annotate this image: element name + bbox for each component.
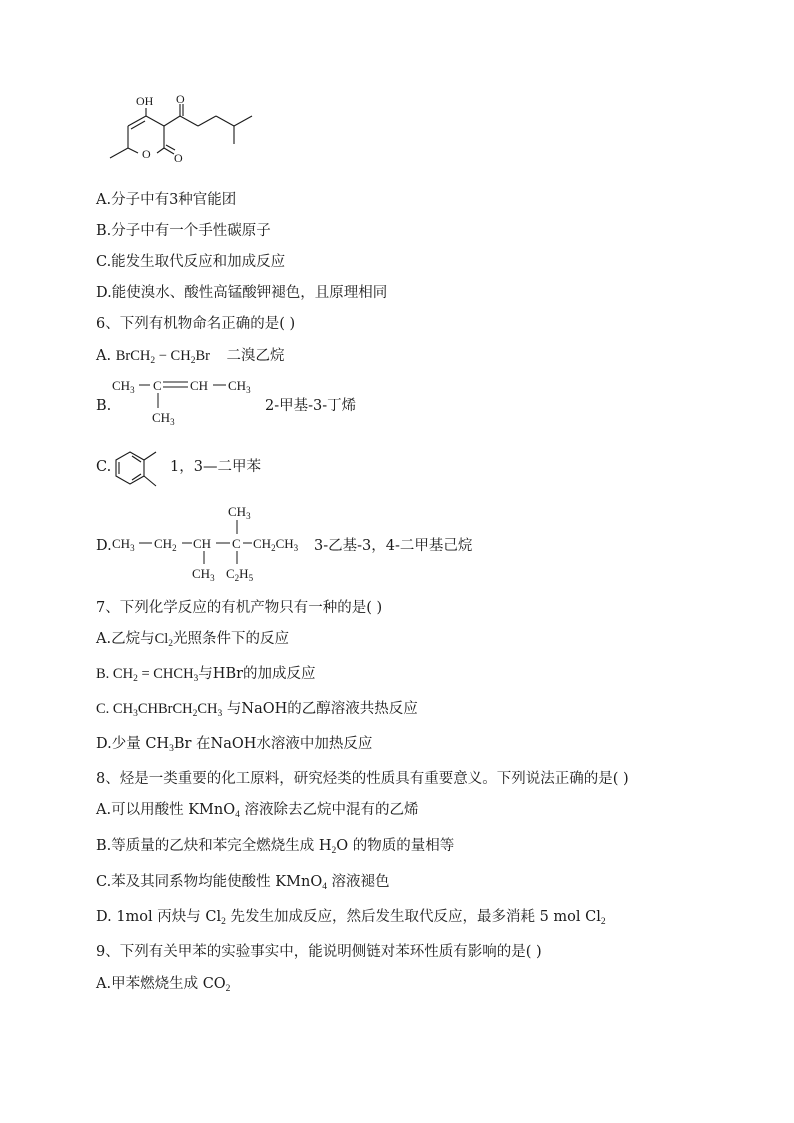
q6-b-structure bbox=[110, 372, 270, 428]
q5-ring-o: O bbox=[142, 147, 151, 161]
q8-option-c: C.苯及其同系物均能使酸性 KMnO$_4$ 溶液褪色 bbox=[96, 874, 390, 892]
q8-option-d: D. 1mol 丙炔与 $Cl_2$ 先发生加成反应，然后发生取代反应，最多消耗 5 mol $Cl_2$ bbox=[96, 909, 606, 927]
q5-ketone-o: O bbox=[176, 92, 185, 106]
q6-a-formula: BrCH$_2$ − $CH_2Br$ bbox=[115, 348, 210, 366]
q6-d-name: 3-乙基-3，4-二甲基己烷 bbox=[314, 538, 473, 554]
svg-text:CH3: $CH_3$ bbox=[228, 504, 251, 521]
q8-option-a: A.可以用酸性 KMnO$_4$ 溶液除去乙烷中混有的乙烯 bbox=[96, 802, 419, 820]
q6-c-benzene-structure bbox=[106, 438, 166, 496]
q7-stem: 7、下列化学反应的有机产物只有一种的是( ) bbox=[96, 600, 383, 616]
q7-option-b: B. $CH_2$ = $CHCH_3$与HBr的加成反应 bbox=[96, 666, 316, 684]
svg-text:CH: CH bbox=[193, 536, 212, 551]
q6-d-label: D. bbox=[96, 538, 112, 554]
q6-c-label: C. bbox=[96, 459, 112, 475]
q5-option-d: D.能使溴水、酸性高锰酸钾褪色，且原理相同 bbox=[96, 285, 388, 301]
q6-b-label: B. bbox=[96, 398, 112, 414]
q5-option-c: C.能发生取代反应和加成反应 bbox=[96, 254, 286, 270]
q6-b-name: 2-甲基-3-丁烯 bbox=[265, 398, 357, 414]
q8-stem: 8、烃是一类重要的化工原料，研究烃类的性质具有重要意义。下列说法正确的是( ) bbox=[96, 771, 629, 787]
q5-option-b: B.分子中有一个手性碳原子 bbox=[96, 223, 271, 239]
q9-stem: 9、下列有关甲苯的实验事实中，能说明侧链对苯环性质有影响的是( ) bbox=[96, 944, 542, 960]
svg-text:CH2: $CH_2$ bbox=[154, 536, 177, 553]
q6-a-label: A. bbox=[96, 348, 112, 364]
q6-d-structure bbox=[110, 502, 310, 582]
q7-option-a: A.乙烷与$Cl_2$光照条件下的反应 bbox=[96, 631, 290, 649]
q5-option-a: A.分子中有3种官能团 bbox=[96, 192, 237, 208]
q6-c-name: 1，3—二甲苯 bbox=[170, 459, 261, 475]
svg-text:CH2CH3: $CH_2CH_3$ bbox=[253, 536, 299, 553]
svg-text:C: C bbox=[232, 536, 241, 551]
q9-option-a: A.甲苯燃烧生成 $CO_2$ bbox=[96, 976, 231, 994]
q5-molecule-diagram bbox=[98, 92, 268, 178]
q6-option-a bbox=[96, 346, 285, 366]
svg-text:CH3: $CH_3$ bbox=[192, 566, 215, 582]
svg-text:CH: CH bbox=[190, 378, 209, 393]
q7-option-c: C. $CH_3CHBrCH_2CH_3$ 与NaOH的乙醇溶液共热反应 bbox=[96, 701, 418, 719]
q6-stem: 6、下列有机物命名正确的是( ) bbox=[96, 316, 296, 332]
svg-text:CH3: $CH_3$ bbox=[112, 536, 135, 553]
q5-oh-label: OH bbox=[136, 94, 154, 108]
svg-text:CH3: $CH_3$ bbox=[152, 410, 175, 427]
svg-text:C2H5: $C_2H_5$ bbox=[226, 566, 254, 582]
q7-option-d: D.少量 $CH_3Br$ 在NaOH水溶液中加热反应 bbox=[96, 736, 373, 754]
q8-option-b: B.等质量的乙炔和苯完全燃烧生成 $H_2O$ 的物质的量相等 bbox=[96, 838, 455, 856]
svg-text:C: C bbox=[153, 378, 162, 393]
q6-a-name: 二溴乙烷 bbox=[226, 348, 285, 364]
svg-text:CH3: $CH_3$ bbox=[112, 378, 135, 395]
q5-lactone-o: O bbox=[174, 151, 183, 165]
svg-text:CH3: $CH_3$ bbox=[228, 378, 251, 395]
